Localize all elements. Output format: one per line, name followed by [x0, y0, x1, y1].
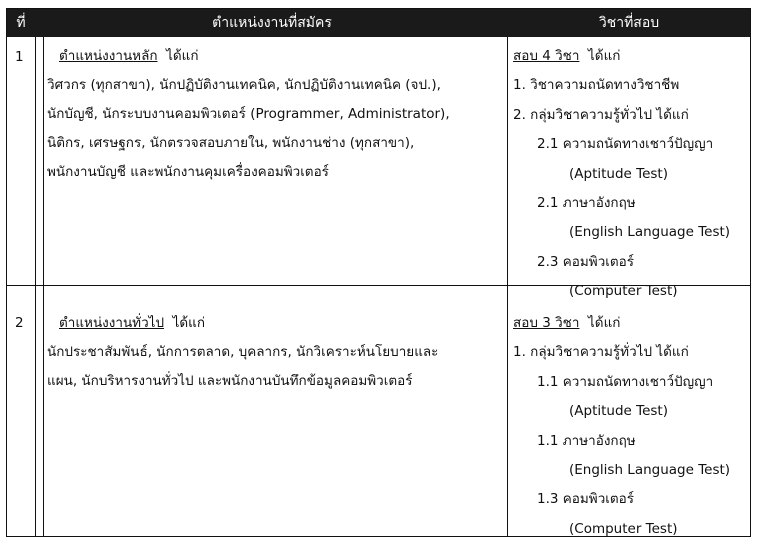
position-line: นักบัญชี, นักระบบงานคอมพิวเตอร์ (Programmer, Administrator), — [47, 106, 450, 122]
exam-line: 1.3 คอมพิวเตอร์ — [537, 491, 635, 508]
exam-title: สอบ 3 วิชา — [513, 315, 580, 331]
position-line: วิศวกร (ทุกสาขา), นักปฏิบัติงานเทคนิค, นักปฏิบัติงานเทคนิค (จป.), — [47, 77, 441, 93]
position-line: แผน, นักบริหารงานทั่วไป และพนักงานบันทึกข้อมูลคอมพิวเตอร์ — [47, 373, 413, 389]
table-row — [47, 42, 499, 187]
exam-line: 1.1 ความถนัดทางเชาว์ปัญญา — [537, 373, 714, 390]
exam-subjects — [513, 309, 749, 544]
position-line: นักประชาสัมพันธ์, นักการตลาด, บุคลากร, นักวิเคราะห์นโยบายและ — [47, 344, 439, 360]
position-title: ตำแหน่งงานทั่วไป — [59, 315, 165, 331]
header-subject: วิชาที่สอบ — [598, 15, 660, 31]
exam-line: 2.1 ภาษาอังกฤษ — [537, 195, 636, 212]
exam-line: (Computer Test) — [569, 283, 678, 300]
exam-line: 2.1 ความถนัดทางเชาว์ปัญญา — [537, 136, 714, 153]
exam-table — [6, 8, 751, 537]
position-title-suffix: ได้แก่ — [172, 315, 206, 331]
exam-title-line — [513, 309, 749, 338]
table-header — [7, 9, 750, 37]
exam-line: (English Language Test) — [569, 224, 731, 241]
exam-title-suffix: ได้แก่ — [588, 48, 621, 64]
column-divider — [35, 37, 36, 536]
exam-line: 2.3 คอมพิวเตอร์ — [537, 253, 635, 270]
exam-title-suffix: ได้แก่ — [588, 315, 621, 331]
row-number: 2 — [15, 315, 24, 331]
exam-line: (Aptitude Test) — [569, 165, 668, 182]
exam-title: สอบ 4 วิชา — [513, 48, 580, 64]
exam-line: (Aptitude Test) — [569, 403, 668, 420]
header-position: ตำแหน่งงานที่สมัคร — [212, 15, 332, 31]
exam-line: 2. กลุ่มวิชาความรู้ทั่วไป ได้แก่ — [513, 106, 689, 123]
header-no: ที่ — [16, 15, 26, 31]
column-divider — [507, 37, 508, 536]
exam-line: 1. วิชาความถนัดทางวิชาชีพ — [513, 77, 680, 94]
position-title-suffix: ได้แก่ — [166, 48, 199, 64]
position-line: นิติกร, เศรษฐกร, นักตรวจสอบภายใน, พนักงานช่าง (ทุกสาขา), — [47, 135, 415, 151]
exam-line: 1.1 ภาษาอังกฤษ — [537, 432, 636, 449]
position-title-line — [59, 309, 499, 338]
column-divider — [43, 37, 44, 536]
position-title: ตำแหน่งงานหลัก — [59, 48, 158, 64]
row-number: 1 — [15, 49, 24, 65]
exam-subjects — [513, 42, 749, 307]
exam-line: (English Language Test) — [569, 462, 731, 479]
exam-title-line — [513, 42, 749, 71]
exam-line: (Computer Test) — [569, 520, 678, 537]
table-row — [47, 309, 499, 396]
position-title-line — [59, 42, 499, 71]
exam-line: 1. กลุ่มวิชาความรู้ทั่วไป ได้แก่ — [513, 344, 689, 361]
position-line: พนักงานบัญชี และพนักงานคุมเครื่องคอมพิวเตอร์ — [47, 164, 329, 180]
